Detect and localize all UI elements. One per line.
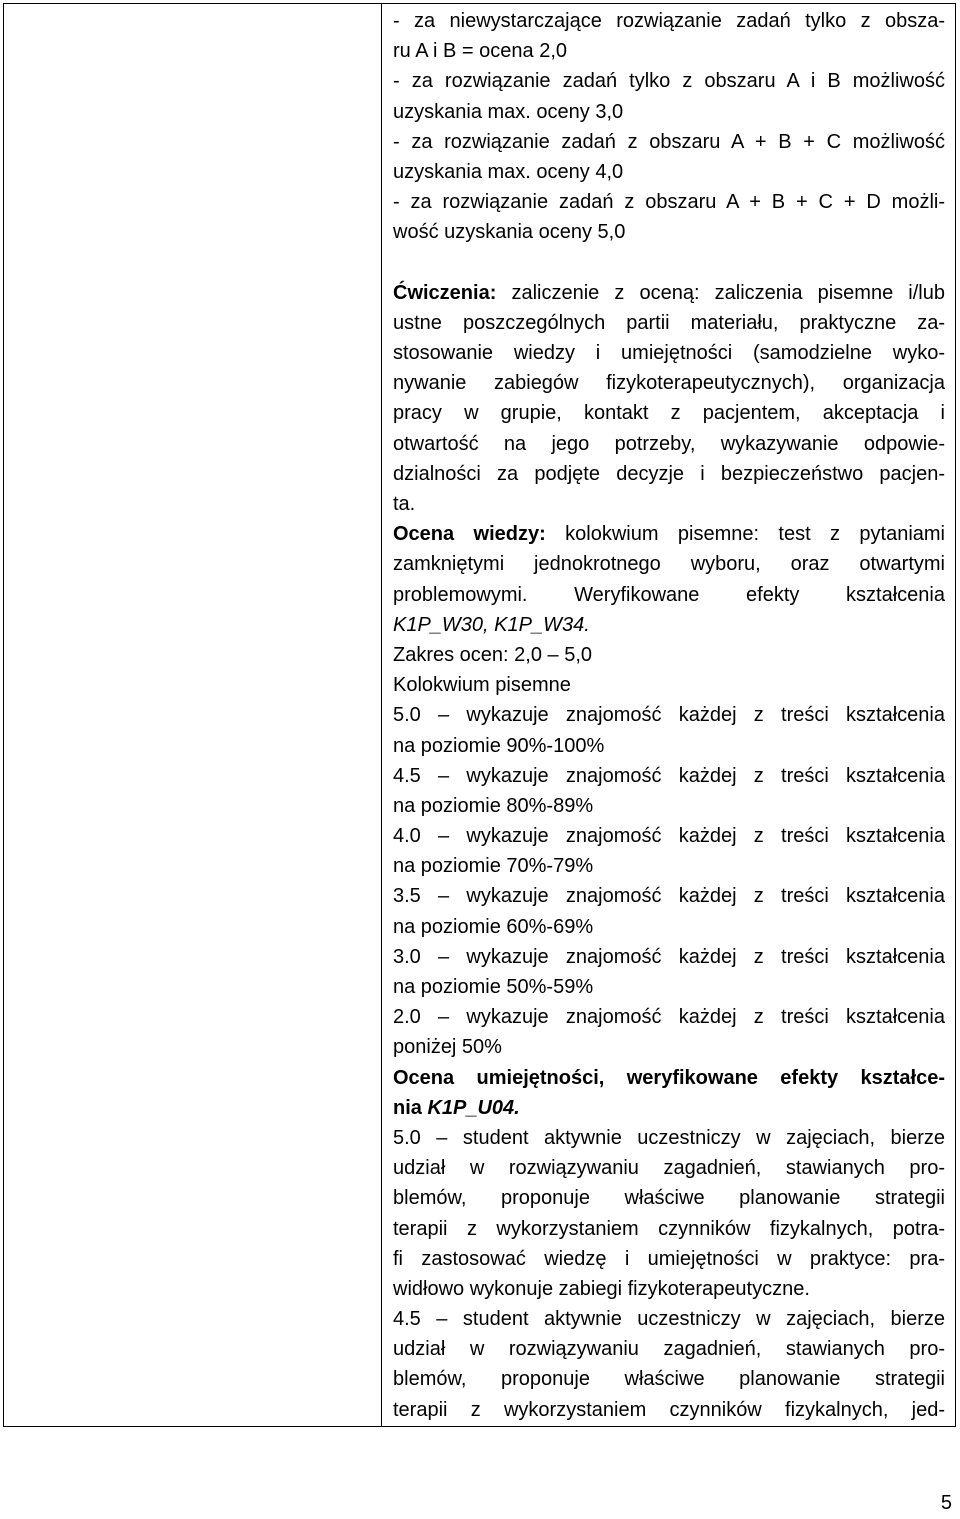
ocena-wiedzy-line: problemowymi. Weryfikowane efekty kształcenia	[393, 583, 945, 606]
grade-range: Zakres ocen: 2,0 – 5,0	[393, 643, 593, 666]
cwiczenia-first-line	[393, 278, 945, 308]
criteria-line: ru A i B = ocena 2,0	[393, 40, 568, 63]
ocena-wiedzy-codes: K1P_W30, K1P_W34.	[393, 613, 590, 636]
grade-threshold: na poziomie 70%-79%	[393, 855, 594, 878]
cwiczenia-line: stosowanie wiedzy i umiejętności (samodzielne wyko-	[393, 342, 945, 365]
ocena-umiejetnosci-nia: nia	[393, 1096, 428, 1119]
skill-grade-line: udział w rozwiązywaniu zagadnień, stawianych pro-	[393, 1338, 945, 1361]
skill-grade-line: udział w rozwiązywaniu zagadnień, stawianych pro-	[393, 1157, 945, 1180]
criteria-line: - za niewystarczające rozwiązanie zadań tylko z obsza-	[393, 10, 945, 32]
grade-line: 4.5 – wykazuje znajomość każdej z treści kształcenia	[393, 764, 945, 787]
grade-line: 2.0 – wykazuje znajomość każdej z treści kształcenia	[393, 1006, 945, 1029]
cwiczenia-text: zaliczenie z oceną: zaliczenia pisemne i/lub	[496, 281, 945, 304]
cwiczenia-line: pracy w grupie, kontakt z pacjentem, akceptacja i	[393, 402, 945, 425]
grade-threshold: na poziomie 80%-89%	[393, 794, 594, 817]
skill-grade-line: terapii z wykorzystaniem czynników fizykalnych, potra-	[393, 1217, 945, 1240]
ocena-wiedzy-line: zamkniętymi jednokrotnego wyboru, oraz otwartymi	[393, 553, 945, 576]
grade-threshold: na poziomie 50%-59%	[393, 976, 594, 998]
grade-threshold: na poziomie 90%-100%	[393, 734, 605, 757]
grade-threshold: poniżej 50%	[393, 1036, 502, 1059]
criteria-line: - za rozwiązanie zadań tylko z obszaru A i B możliwość	[393, 70, 945, 93]
criteria-line: wość uzyskania oceny 5,0	[393, 221, 626, 244]
criteria-line: - za rozwiązanie zadań z obszaru A + B + C + D możli-	[393, 191, 945, 214]
cwiczenia-label: Ćwiczenia:	[393, 281, 497, 304]
skill-grade-line: terapii z wykorzystaniem czynników fizykalnych, jed-	[393, 1398, 945, 1421]
skill-grade-line: fi zastosować wiedzę i umiejętności w praktyce: pra-	[393, 1247, 945, 1270]
page-number: 5	[940, 1492, 952, 1514]
grade-line: 3.0 – wykazuje znajomość każdej z treści kształcenia	[393, 945, 945, 968]
ocena-umiejetnosci-code: K1P_U04.	[427, 1096, 520, 1119]
paragraph-gap	[393, 248, 945, 278]
skill-grade-line: 5.0 – student aktywnie uczestniczy w zajęciach, bierze	[393, 1126, 945, 1149]
ocena-wiedzy-label: Ocena wiedzy:	[393, 523, 546, 546]
ocena-umiejetnosci-heading: Ocena umiejętności, weryfikowane efekty kształce-	[393, 1066, 945, 1089]
criteria-line: - za rozwiązanie zadań z obszaru A + B + C możliwość	[393, 130, 945, 153]
criteria-line: uzyskania max. oceny 4,0	[393, 160, 624, 183]
skill-grade-line: 4.5 – student aktywnie uczestniczy w zajęciach, bierze	[393, 1308, 945, 1331]
grade-line: 5.0 – wykazuje znajomość każdej z treści kształcenia	[393, 704, 945, 727]
ocena-umiejetnosci-heading-cont	[393, 1093, 945, 1123]
column-divider	[381, 3, 382, 1427]
skill-grade-line: blemów, proponuje właściwe planowanie strategii	[393, 1187, 945, 1210]
skill-grade-line: widłowo wykonuje zabiegi fizykoterapeutyczne.	[393, 1277, 810, 1300]
cwiczenia-line: otwartość na jego potrzeby, wykazywanie odpowie-	[393, 432, 945, 455]
criteria-line: uzyskania max. oceny 3,0	[393, 100, 624, 123]
grade-threshold: na poziomie 60%-69%	[393, 915, 594, 938]
cwiczenia-line: nywanie zabiegów fizykoterapeutycznych), organizacja	[393, 372, 945, 395]
cwiczenia-line: ustne poszczególnych partii materiału, praktyczne za-	[393, 311, 945, 334]
skill-grade-line: blemów, proponuje właściwe planowanie strategii	[393, 1368, 945, 1391]
kolokwium-heading: Kolokwium pisemne	[393, 674, 571, 697]
ocena-wiedzy-first-line	[393, 519, 945, 549]
cell-content	[393, 6, 945, 1425]
grade-line: 4.0 – wykazuje znajomość każdej z treści kształcenia	[393, 825, 945, 848]
grade-line: 3.5 – wykazuje znajomość każdej z treści kształcenia	[393, 885, 945, 908]
cwiczenia-line: dzialności za podjęte decyzje i bezpieczeństwo pacjen-	[393, 462, 945, 485]
cwiczenia-line: ta.	[393, 493, 416, 515]
ocena-wiedzy-text: kolokwium pisemne: test z pytaniami	[545, 523, 945, 546]
